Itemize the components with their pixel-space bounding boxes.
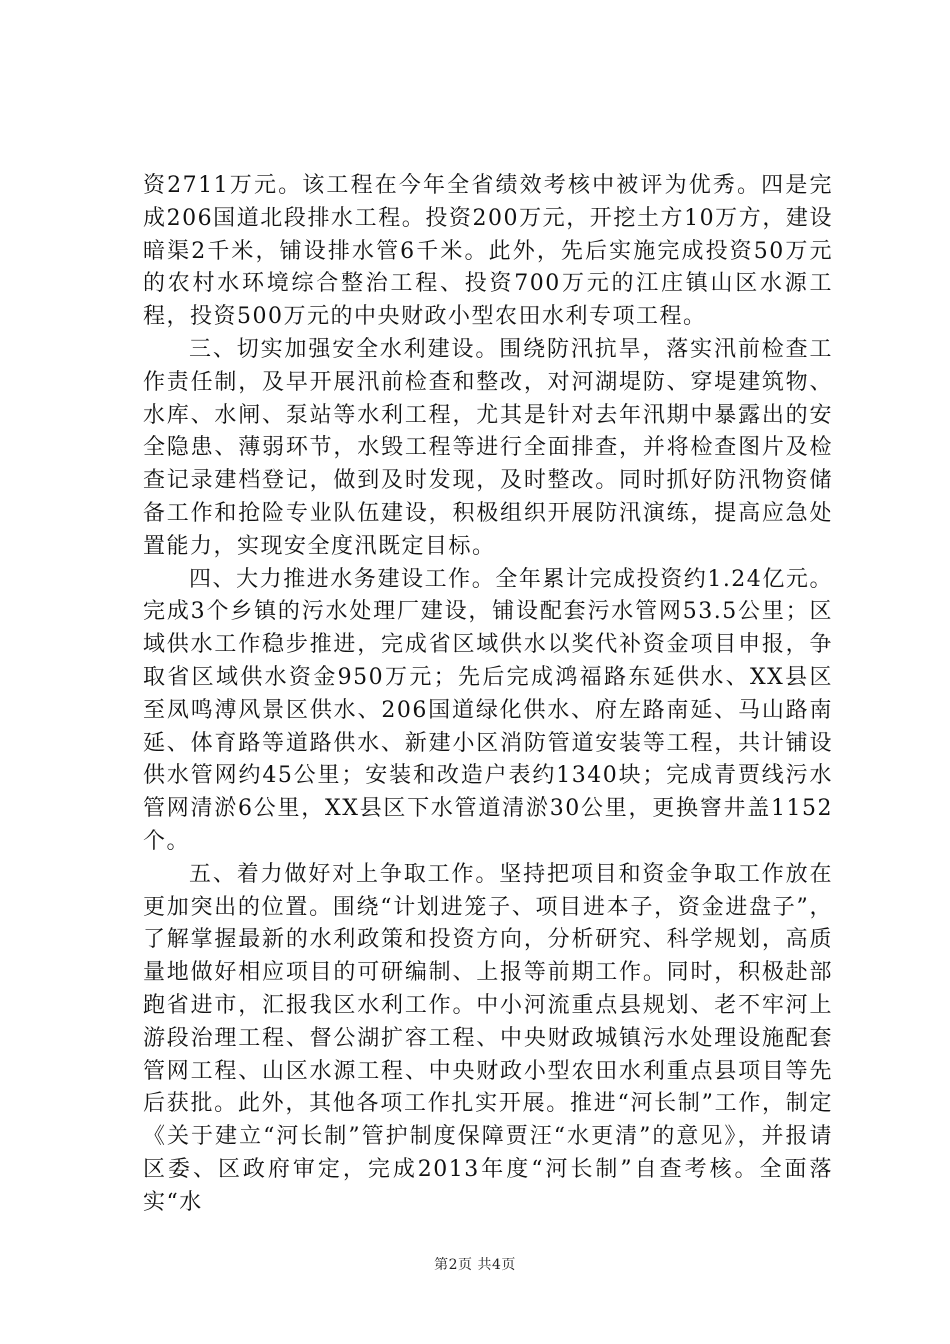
page-number-footer: 第2页 共4页 — [434, 1257, 516, 1273]
paragraph-funding-efforts: 五、着力做好对上争取工作。坚持把项目和资金争取工作放在更加突出的位置。围绕“计划进笼子、项目进本子，资金进盘子”，了解掌握最新的水利政策和投资方向，分析研究、科学规划，高质量地做好相应项目的可研编制、上报等前期工作。同时，积极赴部跑省进市，汇报我区水利工作。中小河流重点县规划、老不牢河上游段治理工程、督公湖扩容工程、中央财政城镇污水处理设施配套管网工程、山区水源工程、中央财政小型农田水利重点县项目等先后获批。此外，其他各项工作扎实开展。推进“河长制”工作，制定《关于建立“河长制”管护制度保障贾汪“水更清”的意见》，并报请区委、区政府审定，完成2013年度“河长制”自查考核。全面落实“水 — [143, 861, 833, 1215]
paragraph-continuation: 资2711万元。该工程在今年全省绩效考核中被评为优秀。四是完成206国道北段排水工程。投资200万元，开挖土方10万方，建设暗渠2千米，铺设排水管6千米。此外，先后实施完成投资50万元的农村水环境综合整治工程、投资700万元的江庄镇山区水源工程，投资500万元的中央财政小型农田水利专项工程。 — [143, 173, 833, 330]
paragraph-safety-construction: 三、切实加强安全水利建设。围绕防汛抗旱，落实汛前检查工作责任制，及早开展汛前检查和整改，对河湖堤防、穿堤建筑物、水库、水闸、泵站等水利工程，尤其是针对去年汛期中暴露出的安全隐患、薄弱环节，水毁工程等进行全面排查，并将检查图片及检查记录建档登记，做到及时发现，及时整改。同时抓好防汛物资储备工作和抢险专业队伍建设，积极组织开展防汛演练，提高应急处置能力，实现安全度汛既定目标。 — [143, 336, 833, 559]
paragraph-water-affairs: 四、大力推进水务建设工作。全年累计完成投资约1.24亿元。完成3个乡镇的污水处理厂建设，铺设配套污水管网53.5公里；区域供水工作稳步推进，完成省区域供水以奖代补资金项目申报，争取省区域供水资金950万元；先后完成鸿福路东延供水、XX县区至凤鸣溥风景区供水、206国道绿化供水、府左路南延、马山路南延、体育路等道路供水、新建小区消防管道安装等工程，共计铺设供水管网约45公里；安装和改造户表约1340块；完成青贾线污水管网清淤6公里，XX县区下水管道清淤30公里，更换窨井盖1152个。 — [143, 566, 833, 854]
document-body — [143, 170, 833, 1220]
